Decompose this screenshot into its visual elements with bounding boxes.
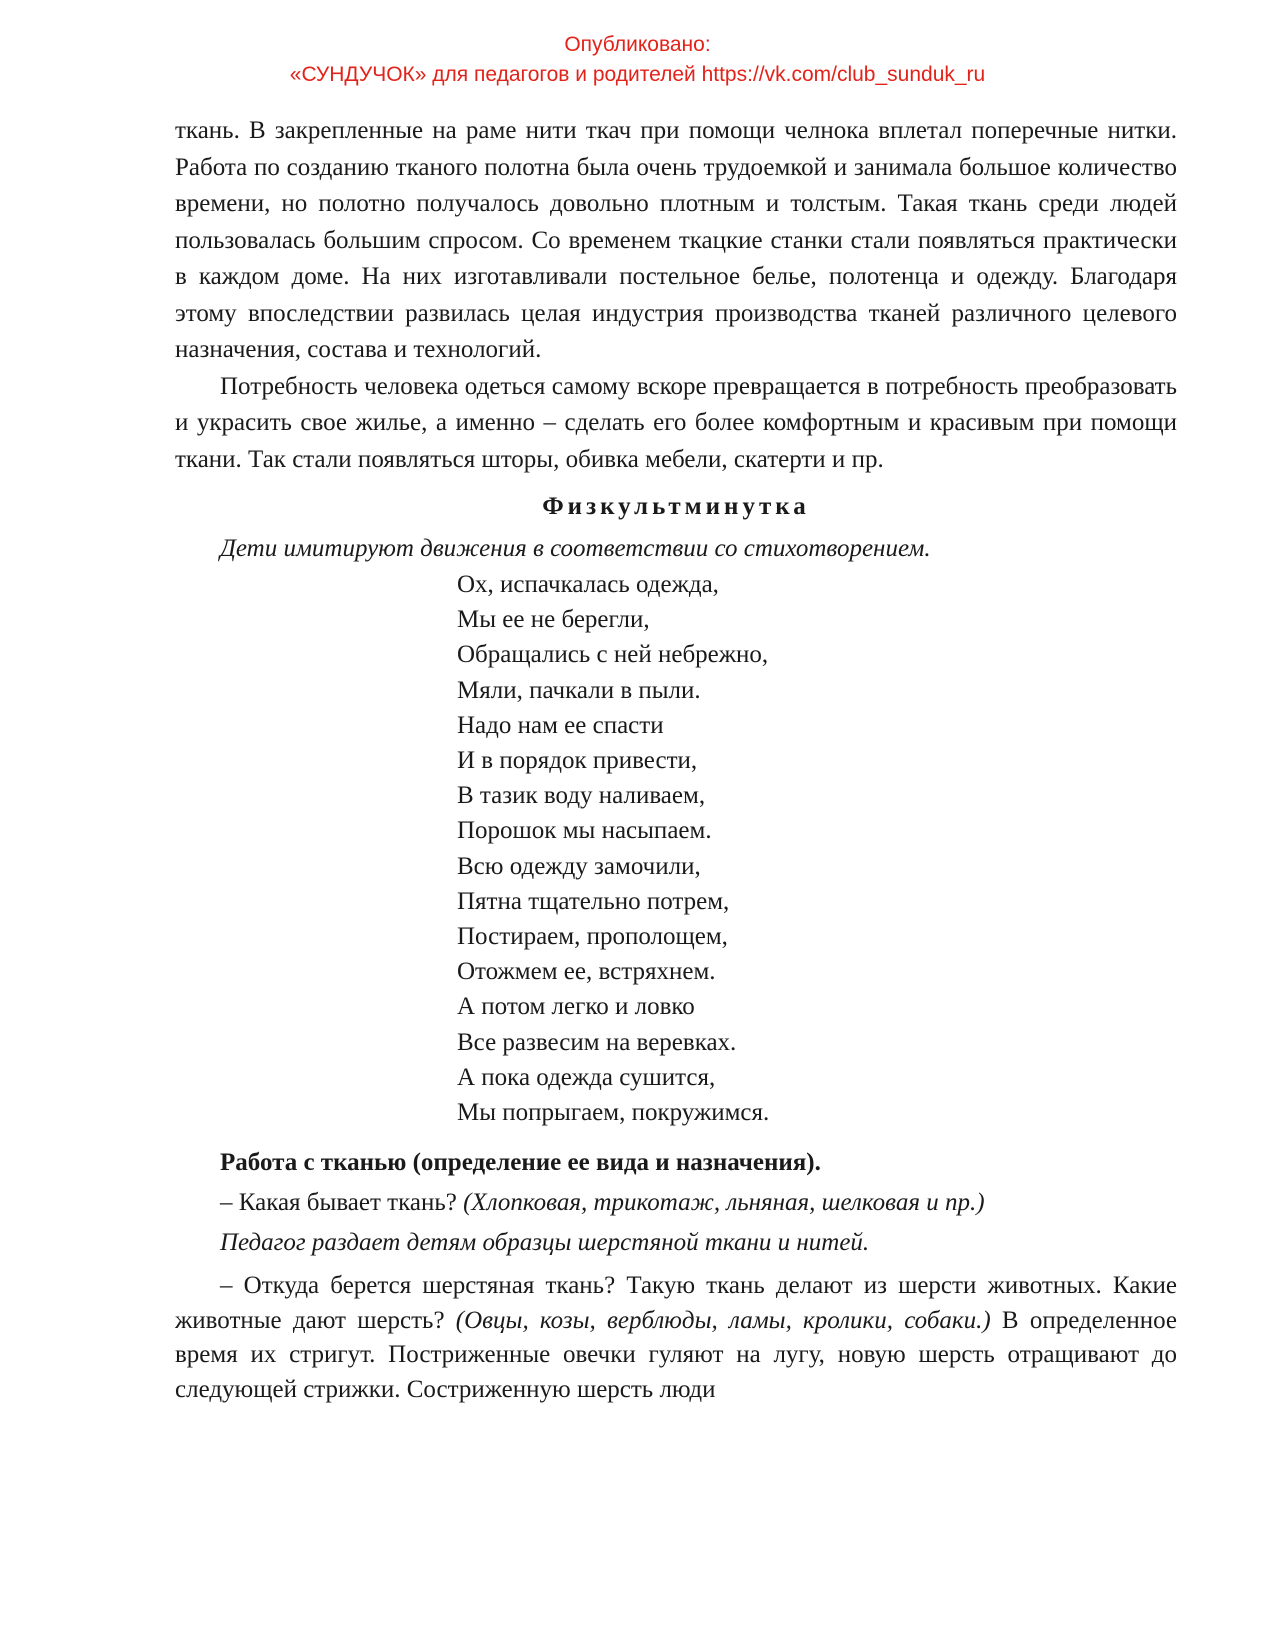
wool-text-start: – Откуда берется шерстяная ткань? Такую ткань делают из шерсти животных. Какие животные дают шерсть?	[175, 1272, 1177, 1334]
poem	[457, 567, 1177, 1130]
poem-line: Все развесим на веревках.	[457, 1028, 737, 1056]
poem-line: Всю одежду замочили,	[457, 852, 701, 880]
poem-line: Постираем, прополощем,	[457, 923, 728, 951]
wool-text-end: В определенное время их стригут. Постриженные овечки гуляют на лугу, новую шерсть отращивают до следующей стрижки. Состриженную шерсть люди	[175, 1306, 1178, 1403]
fizkultminutka-instruction: Дети имитируют движения в соответствии со стихотворением.	[220, 535, 931, 562]
poem-line: А пока одежда сушится,	[457, 1063, 716, 1091]
document-page	[175, 113, 1177, 1407]
paragraph-need: Потребность человека одеться самому вскоре превращается в потребность преобразовать и украсить свое жилье, а именно – сделать его более комфортным и красивым при помощи ткани. Так стали появляться шторы, обивка мебели, скатерти и пр.	[175, 372, 1177, 473]
fizkultminutka-heading: Физкультминутка	[542, 493, 810, 520]
paragraph-wool	[175, 1269, 1177, 1407]
poem-line: Порошок мы насыпаем.	[457, 817, 712, 845]
question-text: – Какая бывает ткань?	[220, 1189, 457, 1217]
poem-line: Мяли, пачкали в пыли.	[457, 676, 701, 704]
poem-line: Отожмем ее, встряхнем.	[457, 958, 716, 986]
poem-line: Мы ее не берегли,	[457, 606, 650, 634]
header-source-link[interactable]: «СУНДУЧОК» для педагогов и родителей https://vk.com/club_sunduk_ru	[289, 63, 986, 86]
question-line	[220, 1183, 1177, 1223]
poem-line: А потом легко и ловко	[457, 993, 695, 1021]
poem-line: И в порядок привести,	[457, 747, 698, 775]
teacher-note: Педагог раздает детям образцы шерстяной ткани и нитей.	[220, 1229, 870, 1257]
paragraph-weaving: ткань. В закрепленные на раме нити ткач при помощи челнока вплетал поперечные нитки. Работа по созданию тканого полотна была очень трудоемкой и занимала большое количество времени, но полотно получалось довольно плотным и толстым. Такая ткань среди людей пользовалась большим спросом. Со временем ткацкие станки стали появляться практически в каждом доме. На них изготавливали постельное белье, полотенца и одежду. Благодаря этому впоследствии развилась целая индустрия производства тканей различного целевого назначения, состава и технологий.	[175, 117, 1177, 363]
poem-line: Обращались с ней небрежно,	[457, 641, 769, 669]
poem-line: Пятна тщательно потрем,	[457, 887, 730, 915]
publication-header	[0, 30, 1275, 90]
poem-line: В тазик воду наливаем,	[457, 782, 706, 810]
work-section-title: Работа с тканью (определение ее вида и назначения).	[220, 1149, 821, 1177]
poem-line: Надо нам ее спасти	[457, 711, 664, 739]
poem-line: Ох, испачкалась одежда,	[457, 571, 719, 598]
poem-line: Мы попрыгаем, покружимся.	[457, 1099, 770, 1127]
wool-animals-answer: (Овцы, козы, верблюды, ламы, кролики, собаки.)	[455, 1306, 991, 1334]
header-published-label: Опубликовано:	[564, 33, 711, 56]
answer-text: (Хлопковая, трикотаж, льняная, шелковая и пр.)	[463, 1189, 985, 1217]
